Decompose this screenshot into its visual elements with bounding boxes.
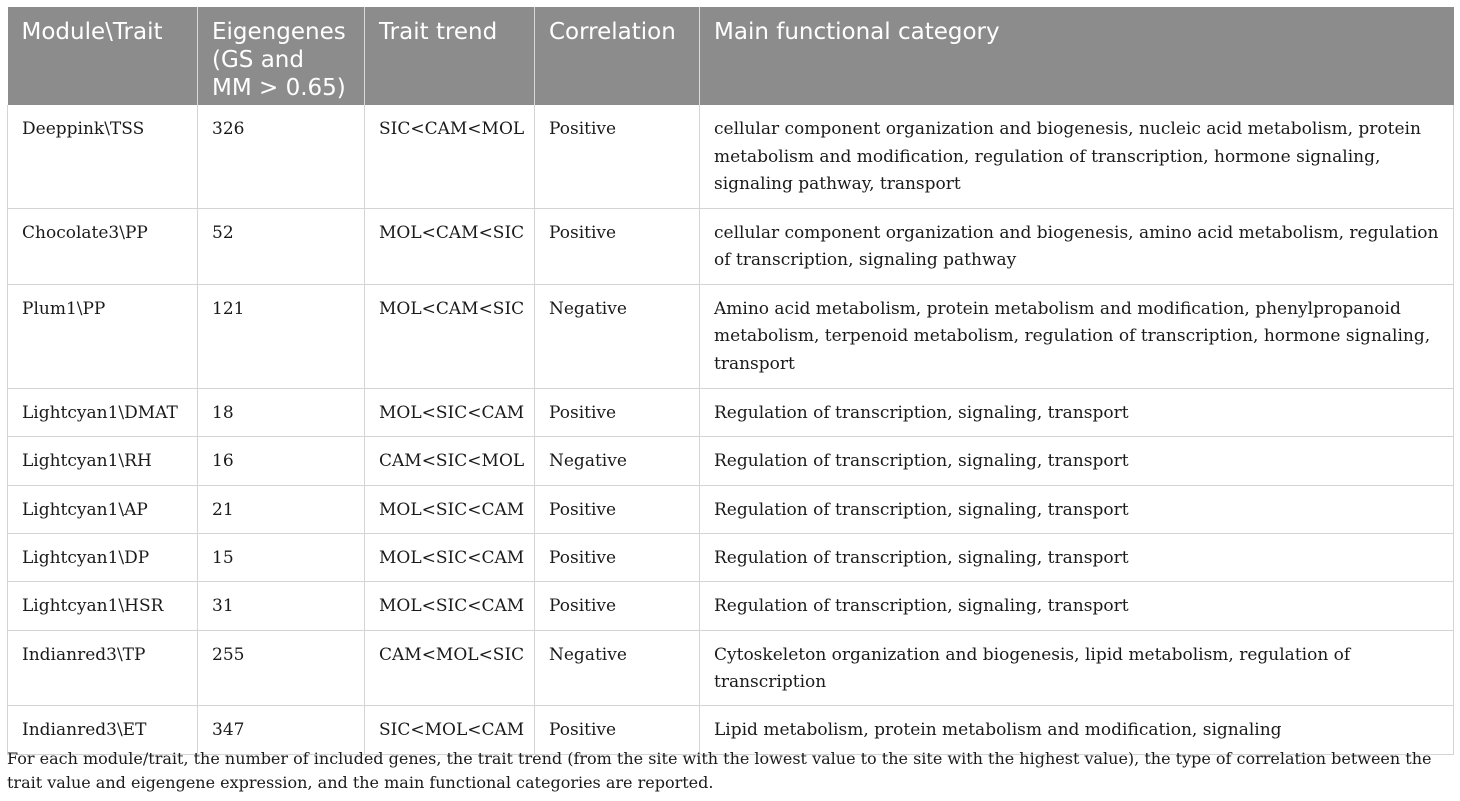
table-row	[8, 485, 1454, 533]
cell-correlation: Positive	[535, 581, 700, 630]
header-module-trait: Module\Trait	[8, 7, 198, 105]
cell-correlation: Positive	[535, 533, 700, 581]
table-row	[8, 630, 1454, 705]
cell-eigengenes: 18	[198, 388, 365, 436]
cell-functional-category: Lipid metabolism, protein metabolism and modification, signaling	[700, 705, 1454, 754]
cell-trait-trend: MOL<SIC<CAM	[365, 388, 535, 436]
table-row	[8, 105, 1454, 208]
cell-functional-category: cellular component organization and biogenesis, amino acid metabolism, regulation of transcription, signaling pathway	[700, 208, 1454, 284]
cell-eigengenes: 15	[198, 533, 365, 581]
cell-eigengenes: 16	[198, 436, 365, 485]
cell-module-trait: Indianred3\TP	[8, 630, 198, 705]
table-row	[8, 581, 1454, 630]
table-row	[8, 436, 1454, 485]
cell-module-trait: Plum1\PP	[8, 284, 198, 388]
cell-eigengenes: 31	[198, 581, 365, 630]
cell-correlation: Positive	[535, 105, 700, 208]
cell-trait-trend: CAM<MOL<SIC	[365, 630, 535, 705]
cell-trait-trend: MOL<CAM<SIC	[365, 284, 535, 388]
cell-functional-category: Cytoskeleton organization and biogenesis, lipid metabolism, regulation of transcription	[700, 630, 1454, 705]
cell-functional-category: Regulation of transcription, signaling, transport	[700, 388, 1454, 436]
cell-trait-trend: MOL<SIC<CAM	[365, 533, 535, 581]
cell-correlation: Positive	[535, 388, 700, 436]
table-row	[8, 533, 1454, 581]
cell-functional-category: Regulation of transcription, signaling, transport	[700, 581, 1454, 630]
table-row	[8, 388, 1454, 436]
header-eigengenes: Eigengenes (GS and MM > 0.65)	[198, 7, 365, 105]
cell-module-trait: Indianred3\ET	[8, 705, 198, 754]
cell-module-trait: Lightcyan1\DMAT	[8, 388, 198, 436]
cell-eigengenes: 21	[198, 485, 365, 533]
cell-trait-trend: MOL<SIC<CAM	[365, 485, 535, 533]
cell-functional-category: Regulation of transcription, signaling, transport	[700, 485, 1454, 533]
cell-eigengenes: 326	[198, 105, 365, 208]
header-trait-trend: Trait trend	[365, 7, 535, 105]
data-table-container	[7, 7, 1453, 755]
header-row	[8, 7, 1454, 105]
cell-module-trait: Lightcyan1\AP	[8, 485, 198, 533]
cell-functional-category: Amino acid metabolism, protein metabolism and modification, phenylpropanoid metabolism, terpenoid metabolism, regulation of transcription, hormone signaling, transport	[700, 284, 1454, 388]
cell-correlation: Negative	[535, 284, 700, 388]
cell-correlation: Negative	[535, 630, 700, 705]
cell-trait-trend: CAM<SIC<MOL	[365, 436, 535, 485]
header-functional-category: Main functional category	[700, 7, 1454, 105]
table-body	[8, 105, 1454, 754]
cell-correlation: Negative	[535, 436, 700, 485]
cell-module-trait: Deeppink\TSS	[8, 105, 198, 208]
table-row	[8, 284, 1454, 388]
cell-module-trait: Chocolate3\PP	[8, 208, 198, 284]
cell-eigengenes: 255	[198, 630, 365, 705]
cell-correlation: Positive	[535, 705, 700, 754]
cell-module-trait: Lightcyan1\RH	[8, 436, 198, 485]
cell-correlation: Positive	[535, 208, 700, 284]
cell-trait-trend: SIC<CAM<MOL	[365, 105, 535, 208]
cell-functional-category: Regulation of transcription, signaling, transport	[700, 533, 1454, 581]
cell-correlation: Positive	[535, 485, 700, 533]
module-trait-table	[7, 7, 1454, 755]
table-row	[8, 208, 1454, 284]
cell-eigengenes: 121	[198, 284, 365, 388]
table-footnote: For each module/trait, the number of included genes, the trait trend (from the site with the lowest value to the site with the highest value), the type of correlation between the trait value and eigengene expression, and the main functional categories are reported.	[7, 749, 1432, 792]
cell-functional-category: cellular component organization and biogenesis, nucleic acid metabolism, protein metabolism and modification, regulation of transcription, hormone signaling, signaling pathway, transport	[700, 105, 1454, 208]
header-correlation: Correlation	[535, 7, 700, 105]
cell-trait-trend: SIC<MOL<CAM	[365, 705, 535, 754]
cell-module-trait: Lightcyan1\DP	[8, 533, 198, 581]
cell-module-trait: Lightcyan1\HSR	[8, 581, 198, 630]
cell-eigengenes: 347	[198, 705, 365, 754]
table-header	[8, 7, 1454, 105]
cell-trait-trend: MOL<CAM<SIC	[365, 208, 535, 284]
cell-functional-category: Regulation of transcription, signaling, transport	[700, 436, 1454, 485]
cell-eigengenes: 52	[198, 208, 365, 284]
cell-trait-trend: MOL<SIC<CAM	[365, 581, 535, 630]
